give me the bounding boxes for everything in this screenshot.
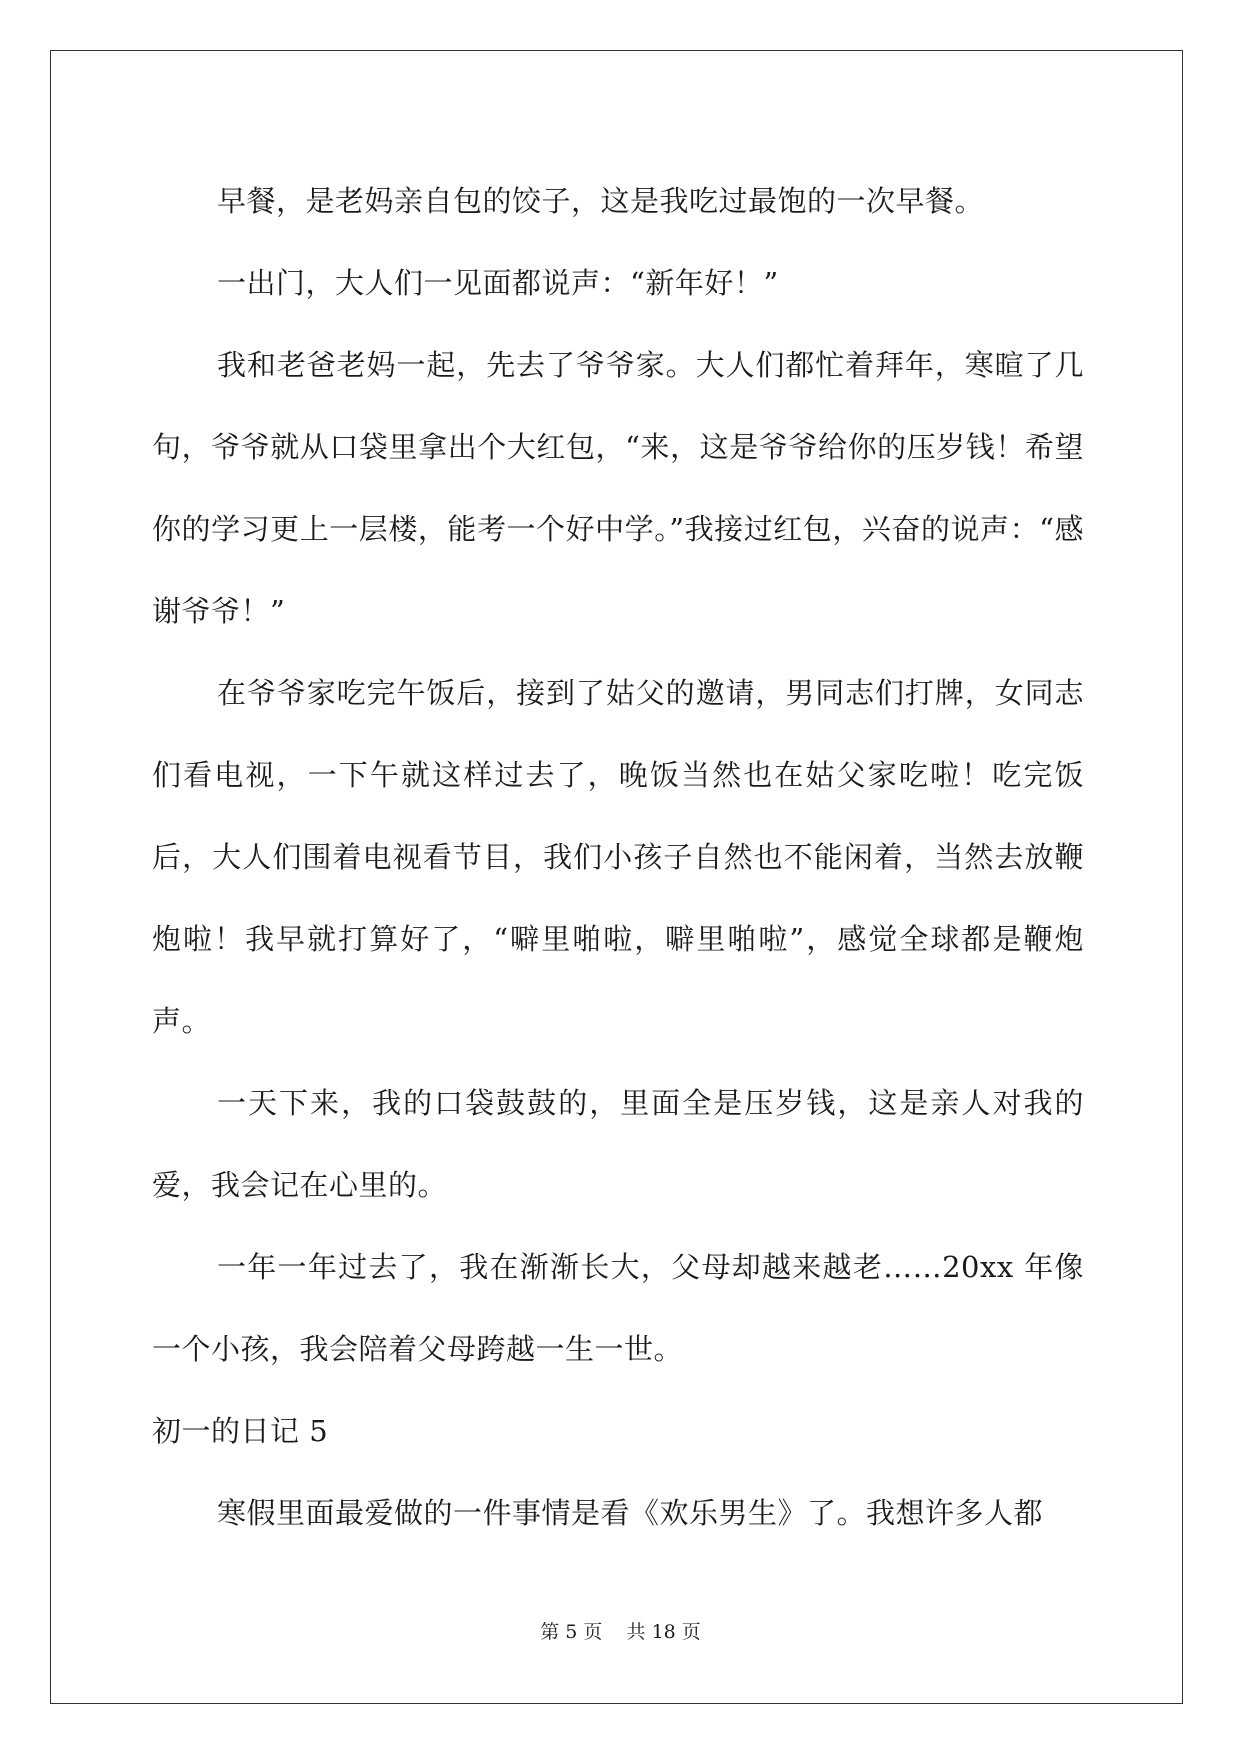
document-body	[152, 160, 1084, 1554]
paragraph: 一天下来，我的口袋鼓鼓的，里面全是压岁钱，这是亲人对我的爱，我会记在心里的。	[152, 1086, 1084, 1202]
paragraph: 一出门，大人们一见面都说声：“新年好！”	[217, 266, 779, 300]
section-heading: 初一的日记 5	[152, 1414, 329, 1448]
paragraph: 在爷爷家吃完午饭后，接到了姑父的邀请，男同志们打牌，女同志们看电视，一下午就这样过去了，晚饭当然也在姑父家吃啦！吃完饭后，大人们围着电视看节目，我们小孩子自然也不能闲着，当然去放鞭炮啦！我早就打算好了，“噼里啪啦，噼里啪啦”，感觉全球都是鞭炮声。	[152, 676, 1084, 1038]
page-number: 第 5 页	[540, 1621, 603, 1643]
paragraph: 寒假里面最爱做的一件事情是看《欢乐男生》了。我想许多人都	[217, 1496, 1044, 1530]
page-total: 共 18 页	[626, 1621, 701, 1643]
paragraph: 我和老爸老妈一起，先去了爷爷家。大人们都忙着拜年，寒暄了几句，爷爷就从口袋里拿出个大红包，“来，这是爷爷给你的压岁钱！希望你的学习更上一层楼，能考一个好中学。”我接过红包，兴奋的说声：“感谢爷爷！”	[152, 348, 1084, 628]
paragraph: 早餐，是老妈亲自包的饺子，这是我吃过最饱的一次早餐。	[217, 184, 985, 218]
page-footer	[0, 1620, 1241, 1644]
paragraph: 一年一年过去了，我在渐渐长大，父母却越来越老……20xx 年像一个小孩，我会陪着父母跨越一生一世。	[152, 1250, 1084, 1366]
